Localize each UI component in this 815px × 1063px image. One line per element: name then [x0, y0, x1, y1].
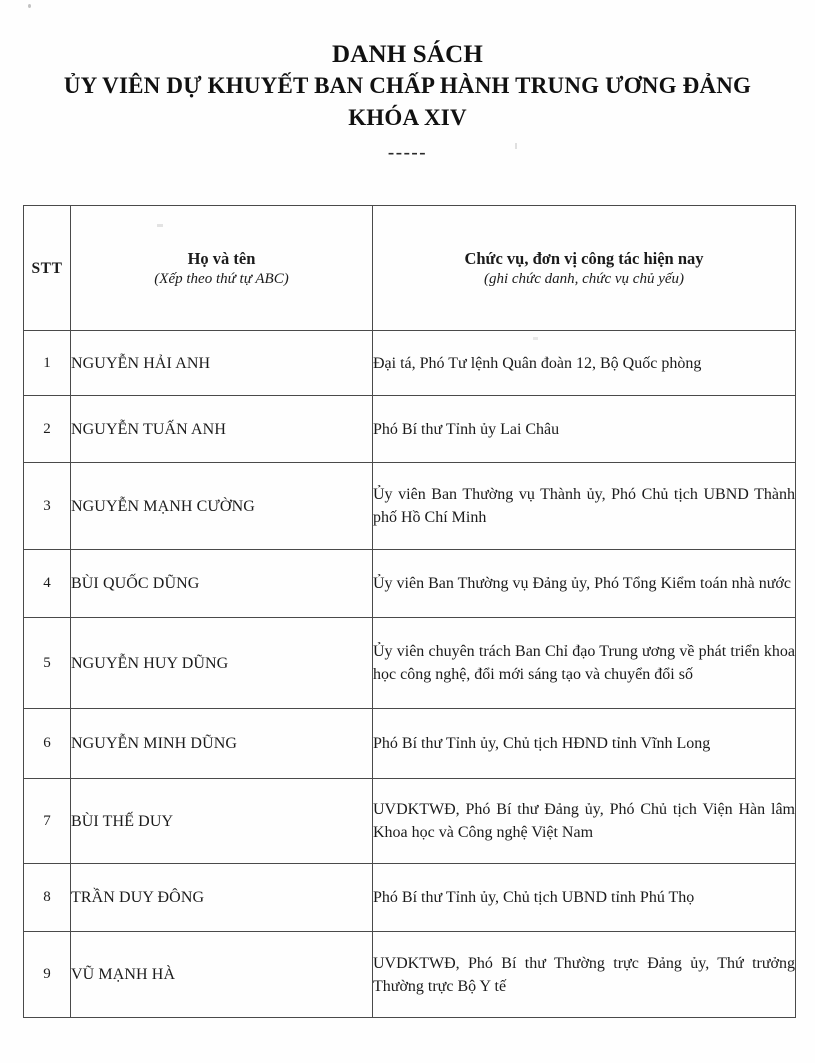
table-header-row	[24, 206, 796, 331]
row-position	[373, 932, 796, 1018]
column-header-name	[71, 206, 373, 331]
table-row	[24, 331, 796, 396]
row-stt: 6	[24, 709, 71, 779]
table-row	[24, 396, 796, 463]
row-position	[373, 463, 796, 550]
page-term-label: KHÓA XIV	[348, 105, 467, 130]
table-row	[24, 550, 796, 618]
table-row	[24, 864, 796, 932]
row-position-text: Ủy viên chuyên trách Ban Chỉ đạo Trung ương về phát triển khoa học công nghệ, đổi mới sáng tạo và chuyển đổi số	[373, 643, 795, 683]
page-title: DANH SÁCH	[331, 41, 484, 68]
row-stt: 4	[24, 550, 71, 618]
table-row	[24, 709, 796, 779]
row-name: NGUYỄN HẢI ANH	[71, 331, 373, 396]
table-head	[24, 206, 796, 331]
column-header-stt-label: STT	[31, 259, 63, 277]
row-position-text: Phó Bí thư Tỉnh ủy, Chủ tịch HĐND tỉnh Vĩnh Long	[373, 735, 711, 752]
row-name: NGUYỄN MẠNH CƯỜNG	[71, 463, 373, 550]
table-body	[24, 331, 796, 1018]
document-heading	[0, 40, 815, 163]
row-name: NGUYỄN HUY DŨNG	[71, 618, 373, 709]
row-position-text: Phó Bí thư Tỉnh ủy, Chủ tịch UBND tỉnh Phú Thọ	[373, 889, 695, 906]
row-position	[373, 864, 796, 932]
scan-speck-icon	[28, 4, 31, 8]
row-position-text: Ủy viên Ban Thường vụ Đảng ủy, Phó Tổng Kiểm toán nhà nước	[373, 575, 791, 592]
table-row	[24, 932, 796, 1018]
column-header-position-label: Chức vụ, đơn vị công tác hiện nay	[464, 248, 704, 268]
row-stt: 2	[24, 396, 71, 463]
row-stt: 8	[24, 864, 71, 932]
row-position-text: Đại tá, Phó Tư lệnh Quân đoàn 12, Bộ Quốc phòng	[373, 354, 702, 372]
table-row	[24, 463, 796, 550]
row-position	[373, 618, 796, 709]
column-header-name-note: (Xếp theo thứ tự ABC)	[154, 270, 289, 287]
members-table-wrapper	[23, 205, 795, 1018]
row-position	[373, 550, 796, 618]
row-name: BÙI QUỐC DŨNG	[71, 550, 373, 618]
row-position-text: Ủy viên Ban Thường vụ Thành ủy, Phó Chủ tịch UBND Thành phố Hồ Chí Minh	[373, 486, 795, 526]
row-stt: 1	[24, 331, 71, 396]
column-header-stt	[24, 206, 71, 331]
row-stt: 9	[24, 932, 71, 1018]
row-position-text: UVDKTWĐ, Phó Bí thư Đảng ủy, Phó Chủ tịch Viện Hàn lâm Khoa học và Công nghệ Việt Nam	[373, 801, 795, 841]
row-position-text: Phó Bí thư Tỉnh ủy Lai Châu	[373, 420, 560, 438]
row-name: NGUYỄN MINH DŨNG	[71, 709, 373, 779]
members-table	[23, 205, 796, 1018]
row-position	[373, 779, 796, 864]
row-name: BÙI THẾ DUY	[71, 779, 373, 864]
row-position-text: UVDKTWĐ, Phó Bí thư Thường trực Đảng ủy, Thứ trưởng Thường trực Bộ Y tế	[373, 954, 795, 995]
row-name: VŨ MẠNH HÀ	[71, 932, 373, 1018]
row-position	[373, 709, 796, 779]
row-name: NGUYỄN TUẤN ANH	[71, 396, 373, 463]
column-header-position	[373, 206, 796, 331]
row-name: TRẦN DUY ĐÔNG	[71, 864, 373, 932]
row-stt: 7	[24, 779, 71, 864]
row-stt: 5	[24, 618, 71, 709]
table-row	[24, 618, 796, 709]
heading-divider: -----	[387, 142, 428, 163]
row-position	[373, 396, 796, 463]
table-row	[24, 779, 796, 864]
row-stt: 3	[24, 463, 71, 550]
row-position	[373, 331, 796, 396]
column-header-name-label: Họ và tên	[187, 248, 256, 268]
page-subtitle: ỦY VIÊN DỰ KHUYẾT BAN CHẤP HÀNH TRUNG ƯƠNG ĐẢNG	[63, 73, 752, 98]
column-header-position-note: (ghi chức danh, chức vụ chủ yếu)	[483, 270, 685, 287]
